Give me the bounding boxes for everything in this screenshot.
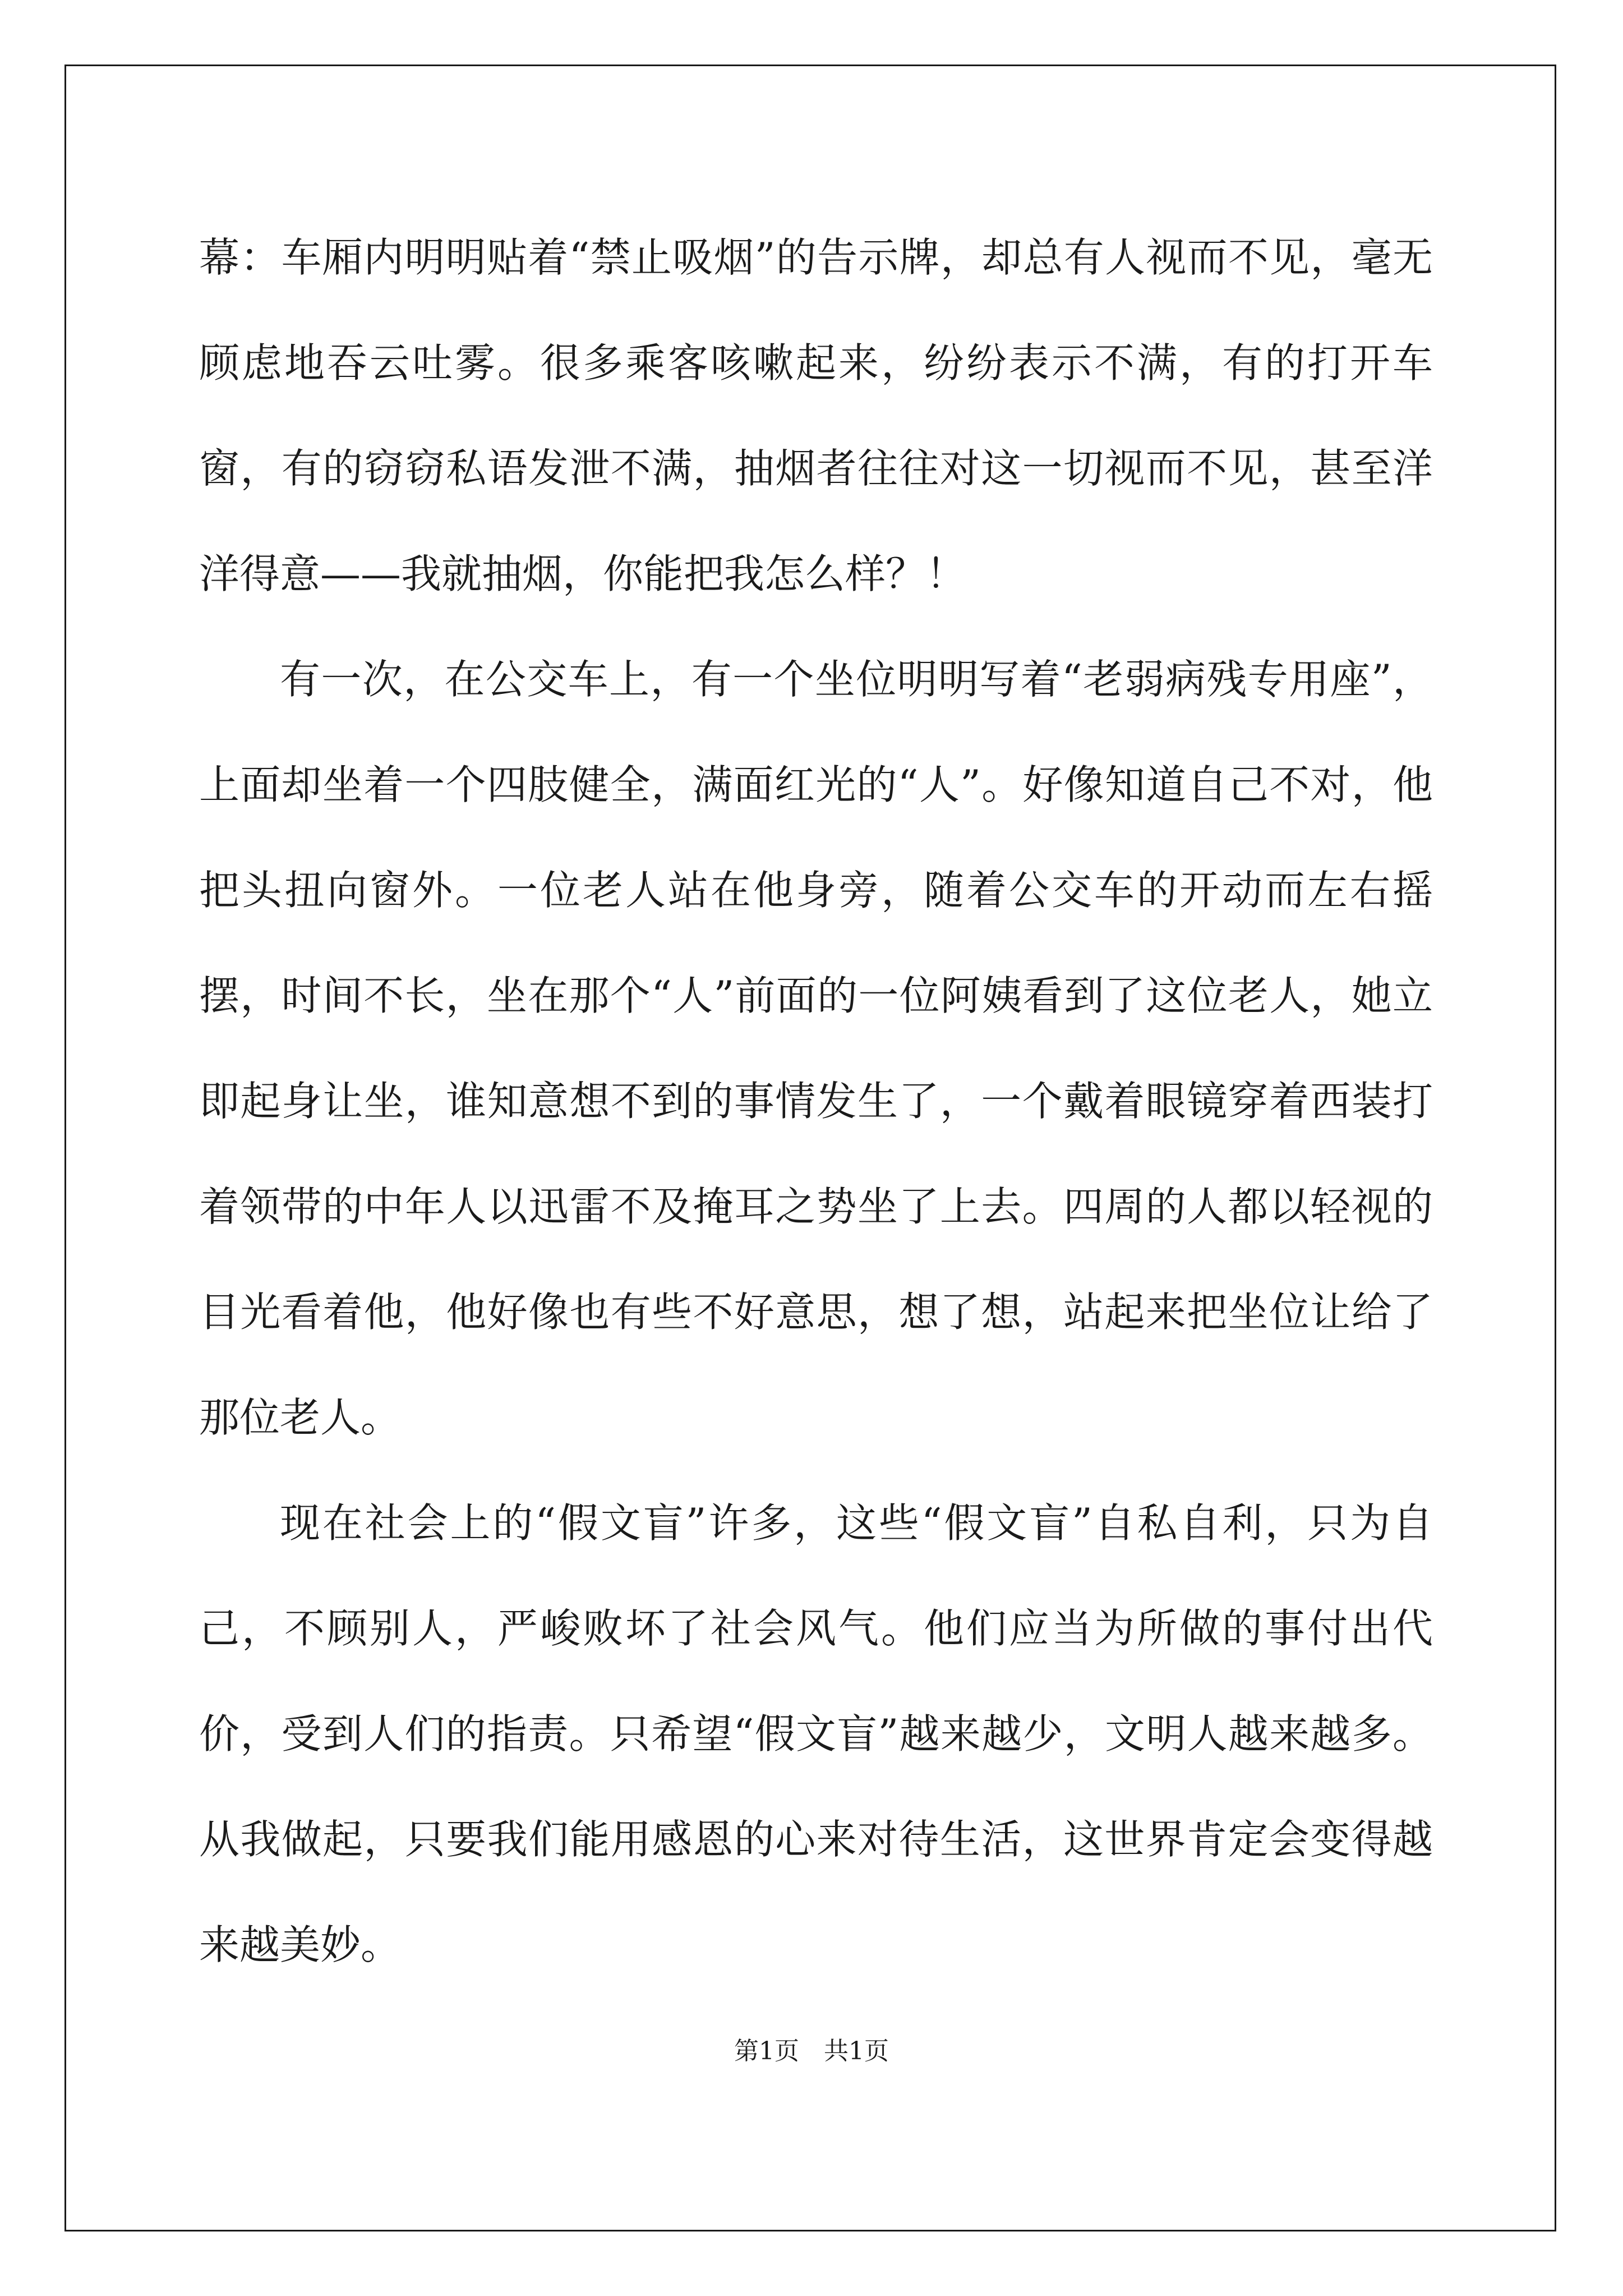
- paragraph-2: 有一次，在公交车上，有一个坐位明明写着“老弱病残专用座”，上面却坐着一个四肢健全，满面红光的“人”。好像知道自己不对，他把头扭向窗外。一位老人站在他身旁，随着公交车的开动而左右摇摆，时间不长，坐在那个“人”前面的一位阿姨看到了这位老人，她立即起身让坐，谁知意想不到的事情发生了，一个戴着眼镜穿着西装打着领带的中年人以迅雷不及掩耳之势坐了上去。四周的人都以轻视的目光看着他，他好像也有些不好意思，想了想，站起来把坐位让给了那位老人。: [199, 656, 1433, 1441]
- paragraph-1: 幕：车厢内明明贴着“禁止吸烟”的告示牌，却总有人视而不见，毫无顾虑地吞云吐雾。很多乘客咳嗽起来，纷纷表示不满，有的打开车窗，有的窃窃私语发泄不满，抽烟者往往对这一切视而不见，甚至洋洋得意——我就抽烟，你能把我怎么样？！: [199, 234, 1433, 597]
- page-footer: 第1页 共1页: [734, 2037, 889, 2065]
- document-body: [199, 205, 1433, 1998]
- paragraph-3: 现在社会上的“假文盲”许多，这些“假文盲”自私自利，只为自己，不顾别人，严峻败坏了社会风气。他们应当为所做的事付出代价，受到人们的指责。只希望“假文盲”越来越少，文明人越来越多。从我做起，只要我们能用感恩的心来对待生活，这世界肯定会变得越来越美妙。: [199, 1499, 1433, 1968]
